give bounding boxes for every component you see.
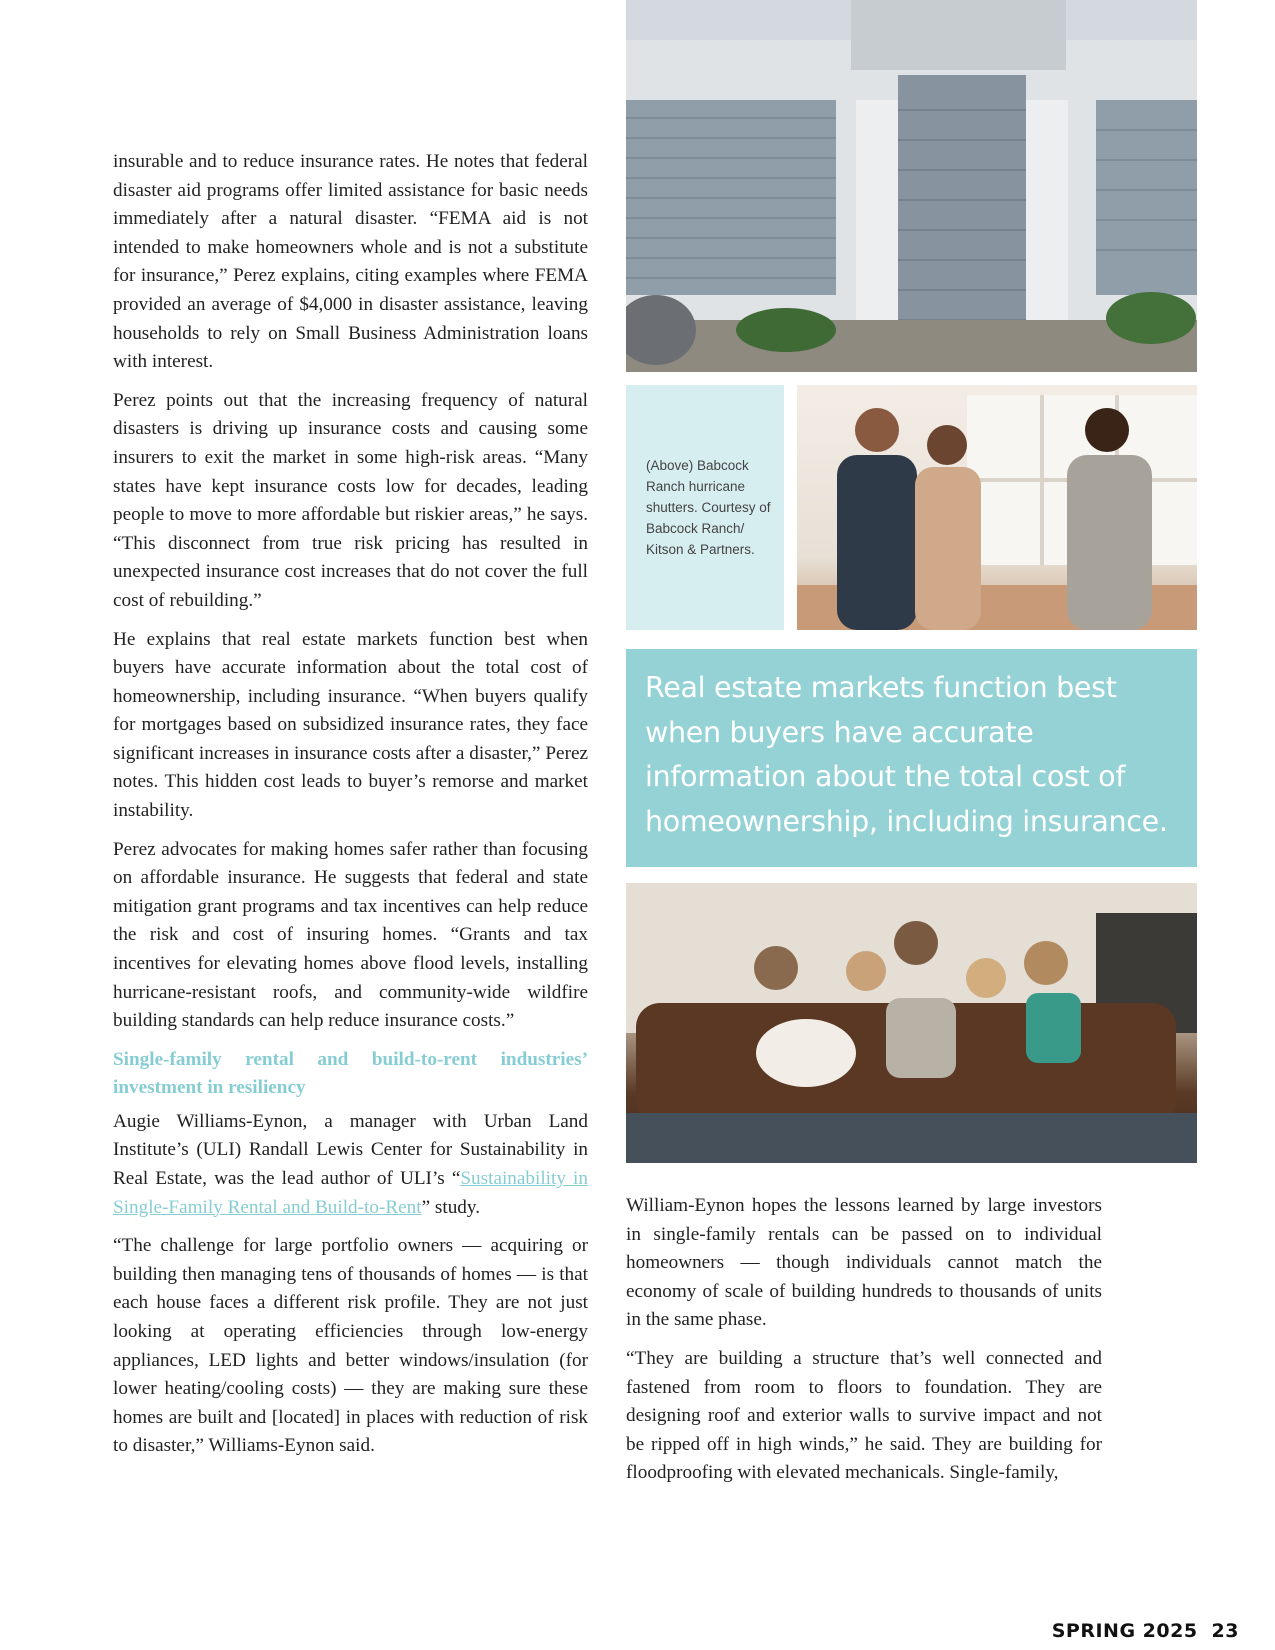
body-paragraph: “They are building a structure that’s well connected and fastened from room to floors to foundation. They are designing roof and exterior walls to survive impact and not be ripped off in high winds,” he said. They are building for floodproofing with elevated mechanicals. Single-family,	[626, 1347, 1102, 1484]
body-paragraph: He explains that real estate markets function best when buyers have accurate information about the total cost of homeownership, including insurance. “When buyers qualify for mortgages based on subsidized insurance rates, they face significant increases in insurance costs after a disaster,” Perez notes. This hidden cost leads to buyer’s remorse and market instability.	[113, 628, 588, 822]
paragraph-text: ” study.	[421, 1196, 481, 1218]
body-paragraph: Perez points out that the increasing frequency of natural disasters is driving up insurance costs and causing some insurers to exit the market in some high-risk areas. “Many states have kept insurance costs low for decades, leading people to move to more affordable but riskier areas,” he says. “This disconnect from true risk pricing has resulted in unexpected insurance cost increases that do not cover the full cost of rebuilding.”	[113, 389, 588, 611]
left-article-column	[113, 148, 588, 1471]
pull-quote-text: Real estate markets function best when buyers have accurate information about the total cost of homeownership, including insurance.	[645, 671, 1168, 838]
body-paragraph: Perez advocates for making homes safer rather than focusing on affordable insurance. He suggests that federal and state mitigation grant programs and tax incentives can help reduce the risk and cost of insuring homes. “Grants and tax incentives for elevating homes above flood levels, installing hurricane-resistant roofs, and community-wide wildfire building standards can help reduce insurance costs.”	[113, 838, 588, 1032]
house-illustration	[626, 0, 1197, 372]
right-article-column	[626, 1192, 1102, 1498]
pull-quote-box	[626, 649, 1197, 867]
hurricane-shutters-photo	[626, 0, 1197, 372]
section-subheading: Single-family rental and build-to-rent industries’ investment in resiliency	[113, 1048, 588, 1098]
study-link[interactable]: Sustainability in Single-Family Rental and Build-to-Rent	[113, 1168, 588, 1218]
photo-caption-box	[626, 385, 784, 630]
family-on-couch-photo	[626, 883, 1197, 1163]
photo-caption: (Above) Babcock Ranch hurricane shutters. Courtesy of Babcock Ranch/ Kitson & Partners.	[646, 458, 771, 557]
body-paragraph	[113, 1108, 588, 1222]
page-number: 23	[1211, 1620, 1239, 1642]
issue-season: SPRING 2025	[1051, 1620, 1198, 1642]
family-illustration	[626, 883, 1197, 1163]
page-folio	[1052, 1620, 1239, 1642]
body-paragraph: insurable and to reduce insurance rates. He notes that federal disaster aid programs offer limited assistance for basic needs immediately after a natural disaster. “FEMA aid is not intended to make homeowners whole and is not a substitute for insurance,” Perez explains, citing examples where FEMA provided an average of $4,000 in disaster assistance, leaving households to rely on Small Business Administration loans with interest.	[113, 151, 588, 373]
home-tour-photo	[797, 385, 1197, 630]
paragraph-text: Augie Williams-Eynon, a manager with Urban Land Institute’s (ULI) Randall Lewis Center for Sustainability in Real Estate, was the lead author of ULI’s “	[113, 1110, 588, 1189]
body-paragraph: “The challenge for large portfolio owners — acquiring or building then managing tens of thousands of homes — is that each house faces a different risk profile. They are not just looking at operating efficiencies through low-energy appliances, LED lights and better windows/insulation (for lower heating/cooling costs) — they are making sure these homes are built and [located] in places with reduction of risk to disaster,” Williams-Eynon said.	[113, 1235, 588, 1457]
body-paragraph: William-Eynon hopes the lessons learned by large investors in single-family rentals can be passed on to individual homeowners — though individuals cannot match the economy of scale of building hundreds to thousands of units in the same phase.	[626, 1195, 1102, 1331]
people-illustration	[797, 385, 1197, 630]
